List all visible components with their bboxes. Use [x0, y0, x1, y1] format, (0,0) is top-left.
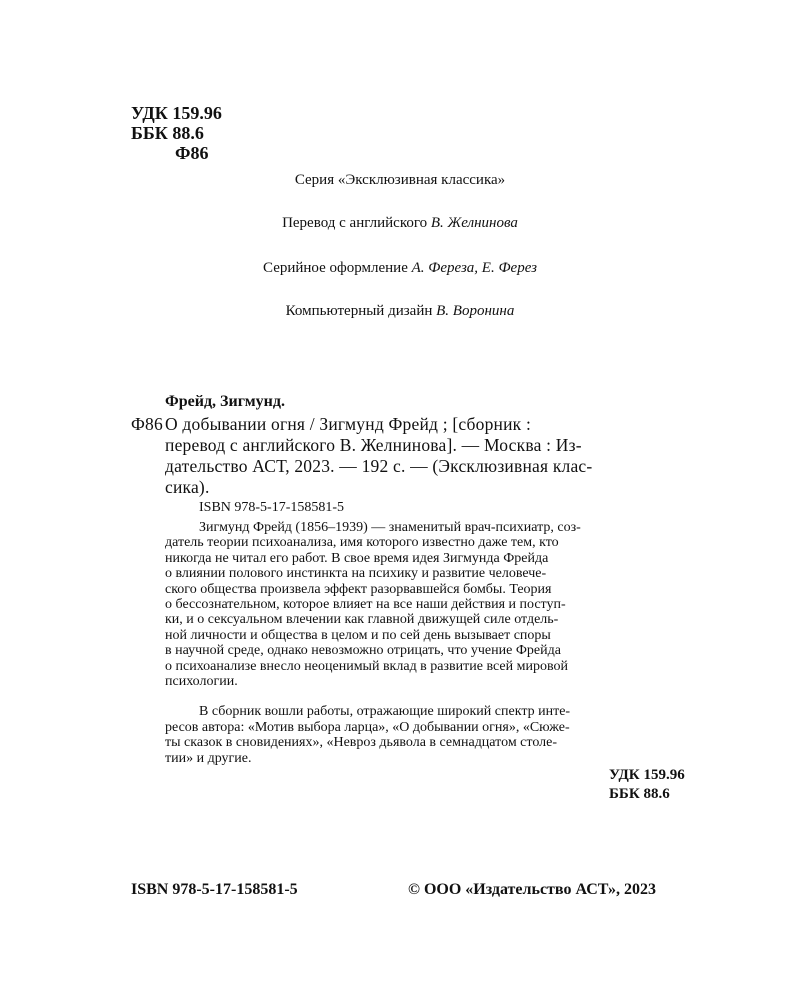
- annotation-line: психологии.: [165, 674, 238, 690]
- annotation-paragraph: [165, 704, 702, 766]
- udk-code: УДК 159.96: [131, 103, 222, 123]
- classification-codes-right: [609, 766, 685, 804]
- annotation-line: о психоанализе внесло неоценимый вклад в развитие всей мировой: [165, 658, 568, 674]
- bibliographic-line: дательство АСТ, 2023. — 192 с. — (Эксклюзивная клас-: [165, 456, 593, 476]
- computer-design-label: Компьютерный дизайн: [285, 303, 433, 319]
- annotation-line: ты сказок в сновидениях», «Невроз дьявола в семнадцатом столе-: [165, 735, 558, 751]
- annotation: [165, 520, 702, 766]
- udk-code: УДК 159.96: [609, 767, 685, 783]
- footer-copyright: © ООО «Издательство АСТ», 2023: [408, 881, 657, 898]
- annotation-line: ки, и о сексуальном влечении как главной движущей силе отдель-: [165, 612, 559, 628]
- bbk-code: ББК 88.6: [609, 786, 670, 802]
- designer-names: А. Фереза, Е. Ферез: [411, 260, 537, 276]
- annotation-line: ресов автора: «Мотив выбора ларца», «О добывании огня», «Сюже-: [165, 719, 570, 735]
- computer-design-line: [100, 302, 700, 320]
- bibliographic-line: [131, 414, 701, 435]
- classification-codes: [131, 103, 222, 163]
- series-line: [100, 171, 700, 189]
- author-mark: Ф86: [131, 414, 163, 434]
- annotation-line: ной личности и общества в целом и по сей день вызывает споры: [165, 627, 551, 643]
- series-text: Серия «Эксклюзивная классика»: [294, 172, 506, 188]
- translator-name: В. Желнинова: [430, 215, 518, 231]
- bibliographic-line: сика).: [165, 477, 210, 497]
- bibliographic-line: перевод с английского В. Желнинова]. — Москва : Из-: [165, 435, 582, 455]
- translation-line: [100, 214, 700, 232]
- isbn-record: ISBN 978-5-17-158581-5: [199, 500, 345, 515]
- annotation-line: Зигмунд Фрейд (1856–1939) — знаменитый врач-психиатр, соз-: [199, 520, 581, 535]
- design-label: Серийное оформление: [263, 260, 408, 276]
- annotation-line: никогда не читал его работ. В свое время идея Зигмунда Фрейда: [165, 550, 549, 566]
- annotation-line: о бессознательном, которое влияет на все наши действия и поступ-: [165, 597, 566, 613]
- bibliographic-author: Фрейд, Зигмунд.: [165, 393, 285, 410]
- annotation-line: ского общества произвела эффект разорвавшейся бомбы. Теория: [165, 581, 552, 597]
- annotation-line: о влиянии полового инстинкта на психику и развитие человече-: [165, 566, 547, 582]
- bibliographic-record: [131, 414, 701, 498]
- design-line: [100, 259, 700, 277]
- annotation-line: тии» и другие.: [165, 750, 252, 766]
- annotation-paragraph: [165, 520, 702, 689]
- author-mark: Ф86: [175, 143, 209, 163]
- annotation-line: в научной среде, однако невозможно отрицать, что учение Фрейда: [165, 643, 561, 659]
- bbk-code: ББК 88.6: [131, 123, 204, 143]
- computer-designer-name: В. Воронина: [436, 303, 515, 319]
- annotation-line: датель теории психоанализа, имя которого известно даже тем, кто: [165, 535, 559, 551]
- footer-isbn: ISBN 978-5-17-158581-5: [131, 881, 298, 898]
- annotation-line: В сборник вошли работы, отражающие широкий спектр инте-: [199, 704, 571, 720]
- translation-label: Перевод с английского: [282, 215, 428, 231]
- bibliographic-text: О добывании огня / Зигмунд Фрейд ; [сборник :: [165, 414, 532, 434]
